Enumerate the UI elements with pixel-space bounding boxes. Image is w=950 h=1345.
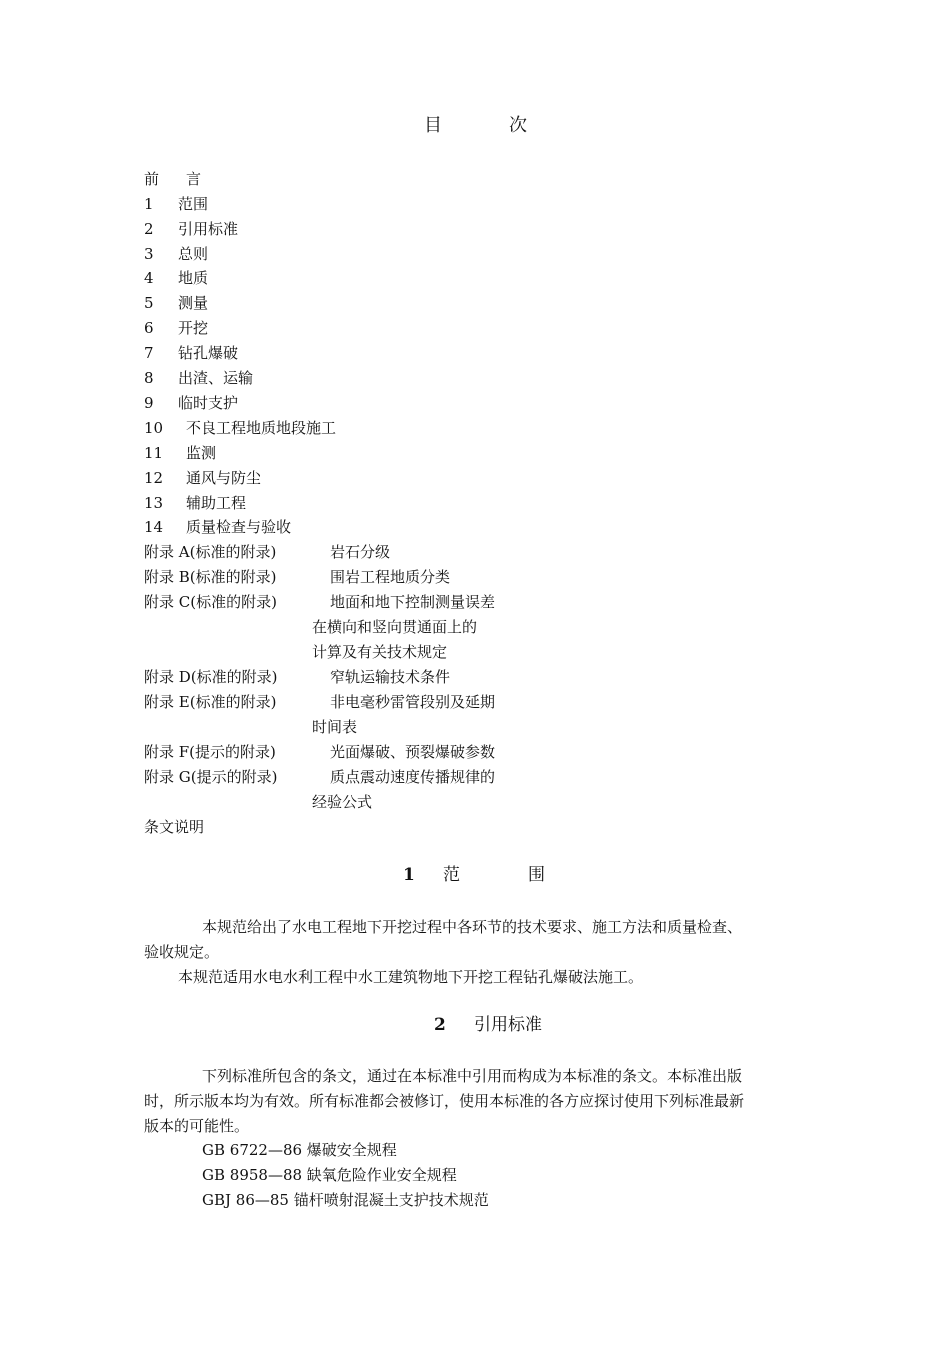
- toc-item-label: 范围: [178, 195, 209, 213]
- toc-item[interactable]: [144, 268, 208, 288]
- toc-item-num: 13: [144, 494, 164, 512]
- toc-appendix-title[interactable]: 光面爆破、预裂爆破参数: [330, 743, 496, 761]
- reference-standard: GBJ 86—85 锚杆喷射混凝土支护技术规范: [202, 1191, 489, 1209]
- toc-appendix-title[interactable]: 围岩工程地质分类: [330, 568, 451, 586]
- section2-title: 引用标准: [474, 1015, 542, 1035]
- toc-item-num: 10: [144, 419, 164, 437]
- toc-item-label: 不良工程地质地段施工: [186, 419, 337, 437]
- toc-appendix-name[interactable]: 附录 E(标准的附录): [144, 693, 277, 711]
- reference-standard: GB 6722—86 爆破安全规程: [202, 1141, 397, 1159]
- toc-item-label: 质量检查与验收: [186, 518, 292, 536]
- toc-item[interactable]: [144, 318, 208, 338]
- toc-item-label: 地质: [178, 269, 209, 287]
- toc-appendix-name[interactable]: 附录 G(提示的附录): [144, 768, 278, 786]
- section1-para1-line1: 本规范给出了水电工程地下开挖过程中各环节的技术要求、施工方法和质量检查、: [202, 918, 743, 936]
- toc-preface-b[interactable]: 言: [186, 170, 202, 188]
- toc-item[interactable]: [144, 343, 238, 363]
- toc-item-num: 9: [144, 394, 154, 412]
- toc-appendix-title-cont[interactable]: 计算及有关技术规定: [312, 643, 448, 661]
- section1-number: 1: [403, 865, 415, 885]
- toc-item-num: 12: [144, 469, 164, 487]
- toc-item-label: 临时支护: [178, 394, 239, 412]
- toc-appendix-title[interactable]: 地面和地下控制测量误差: [330, 593, 496, 611]
- section1-title-a: 范: [443, 865, 460, 885]
- toc-item[interactable]: [144, 418, 336, 438]
- toc-appendix-title-cont[interactable]: 时间表: [312, 718, 358, 736]
- toc-item[interactable]: [144, 293, 208, 313]
- reference-standard: GB 8958—88 缺氧危险作业安全规程: [202, 1166, 457, 1184]
- toc-title-left: 目: [424, 115, 442, 136]
- toc-item-label: 开挖: [178, 319, 209, 337]
- toc-explanation[interactable]: 条文说明: [144, 818, 205, 836]
- toc-item-label: 总则: [178, 245, 209, 263]
- toc-appendix-name[interactable]: 附录 C(标准的附录): [144, 593, 277, 611]
- toc-appendix-name[interactable]: 附录 F(提示的附录): [144, 743, 276, 761]
- toc-item[interactable]: [144, 393, 238, 413]
- toc-item-label: 出渣、运输: [178, 369, 254, 387]
- toc-title-right: 次: [509, 115, 527, 136]
- toc-appendix-name[interactable]: 附录 D(标准的附录): [144, 668, 278, 686]
- toc-item[interactable]: [144, 194, 208, 214]
- toc-item-num: 3: [144, 245, 154, 263]
- toc-item-num: 6: [144, 319, 154, 337]
- toc-item[interactable]: [144, 244, 208, 264]
- section2-para-line3: 版本的可能性。: [144, 1117, 250, 1135]
- toc-item-num: 11: [144, 444, 164, 462]
- toc-item-num: 8: [144, 369, 154, 387]
- section2-number: 2: [434, 1015, 446, 1035]
- section1-para1-line2: 验收规定。: [144, 943, 220, 961]
- toc-item-num: 4: [144, 269, 154, 287]
- toc-appendix-title-cont[interactable]: 经验公式: [312, 793, 373, 811]
- toc-item-label: 通风与防尘: [186, 469, 262, 487]
- toc-preface-a[interactable]: 前: [144, 170, 160, 188]
- toc-item-num: 1: [144, 195, 154, 213]
- toc-appendix-title[interactable]: 窄轨运输技术条件: [330, 668, 451, 686]
- toc-item[interactable]: [144, 443, 216, 463]
- toc-item[interactable]: [144, 493, 246, 513]
- toc-appendix-title-cont[interactable]: 在横向和竖向贯通面上的: [312, 618, 478, 636]
- toc-item[interactable]: [144, 468, 261, 488]
- section2-para-line2: 时，所示版本均为有效。所有标准都会被修订，使用本标准的各方应探讨使用下列标准最新: [144, 1092, 745, 1110]
- toc-appendix-title[interactable]: 岩石分级: [330, 543, 391, 561]
- toc-item-label: 辅助工程: [186, 494, 247, 512]
- toc-item-num: 7: [144, 344, 154, 362]
- toc-item[interactable]: [144, 219, 238, 239]
- section1-para2: 本规范适用水电水利工程中水工建筑物地下开挖工程钻孔爆破法施工。: [178, 968, 644, 986]
- toc-appendix-name[interactable]: 附录 B(标准的附录): [144, 568, 277, 586]
- toc-item-label: 引用标准: [178, 220, 239, 238]
- toc-item[interactable]: [144, 368, 253, 388]
- toc-item-label: 监测: [186, 444, 217, 462]
- toc-item-num: 5: [144, 294, 154, 312]
- toc-item-label: 钻孔爆破: [178, 344, 239, 362]
- section1-title-b: 围: [528, 865, 545, 885]
- section2-para-line1: 下列标准所包含的条文，通过在本标准中引用而构成为本标准的条文。本标准出版: [202, 1067, 743, 1085]
- toc-item-num: 2: [144, 220, 154, 238]
- toc-appendix-title[interactable]: 质点震动速度传播规律的: [330, 768, 496, 786]
- toc-appendix-title[interactable]: 非电毫秒雷管段别及延期: [330, 693, 496, 711]
- toc-item-label: 测量: [178, 294, 209, 312]
- toc-item-num: 14: [144, 518, 164, 536]
- toc-item[interactable]: [144, 517, 291, 537]
- toc-appendix-name[interactable]: 附录 A(标准的附录): [144, 543, 277, 561]
